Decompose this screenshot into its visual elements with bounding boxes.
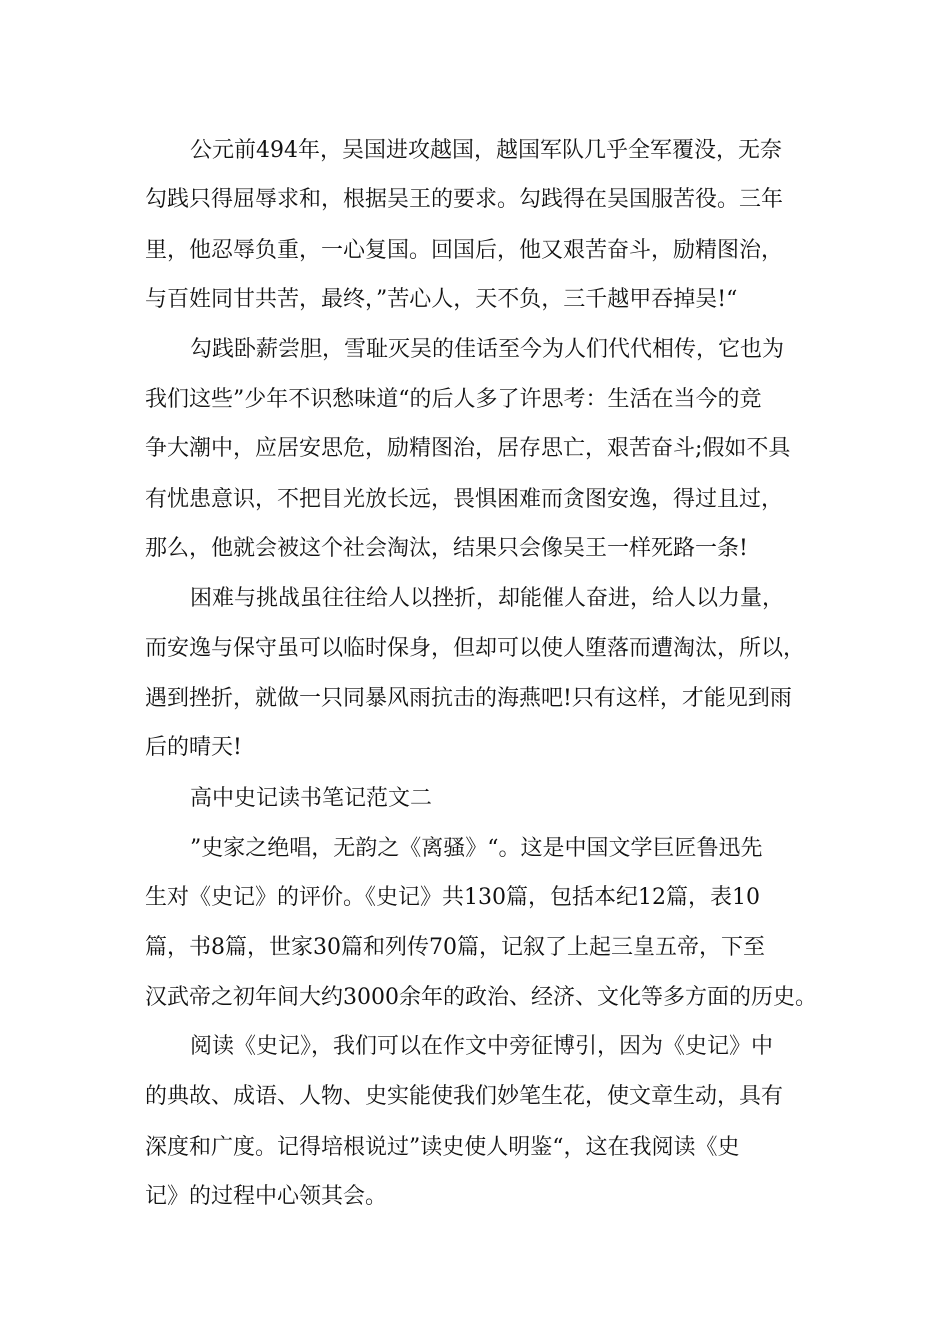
text-line: 阅读《史记》，我们可以在作文中旁征博引，因为《史记》中 [190, 1034, 774, 1059]
text-line: 有忧患意识，不把目光放长远，畏惧困难而贪图安逸，得过且过， [145, 487, 784, 512]
text-line: 那么，他就会被这个社会淘汰，结果只会像吴王一样死路一条! [145, 536, 748, 561]
text-line: 勾践只得屈辱求和，根据吴王的要求。勾践得在吴国服苦役。三年 [145, 187, 784, 212]
text-line: 与百姓同甘共苦，最终，”苦心人，天不负，三千越甲吞掉吴!“ [145, 287, 738, 312]
text-line: 生对《史记》的评价。《史记》共130篇，包括本纪12篇，表10 [145, 885, 760, 910]
text-line: 公元前494年，吴国进攻越国，越国军队几乎全军覆没，无奈 [190, 138, 782, 163]
text-line: 勾践卧薪尝胆，雪耻灭吴的佳话至今为人们代代相传，它也为 [190, 337, 785, 362]
text-line: 争大潮中，应居安思危，励精图治，居存思亡，艰苦奋斗;假如不具 [145, 436, 791, 461]
text-line: ”史家之绝唱，无韵之《离骚》“。这是中国文学巨匠鲁迅先 [190, 836, 763, 861]
text-line: 后的晴天! [145, 735, 242, 760]
text-line: 遇到挫折，就做一只同暴风雨抗击的海燕吧!只有这样，才能见到雨 [145, 686, 792, 711]
text-line: 汉武帝之初年间大约3000余年的政治、经济、文化等多方面的历史。 [145, 985, 817, 1010]
text-line: 记》的过程中心领其会。 [145, 1184, 388, 1209]
text-line: 里，他忍辱负重，一心复国。回国后，他又艰苦奋斗，励精图治， [145, 238, 784, 263]
text-line: 篇，书8篇，世家30篇和列传70篇，记叙了上起三皇五帝，下至 [145, 935, 765, 960]
text-line: 困难与挑战虽往往给人以挫折，却能催人奋进，给人以力量， [190, 586, 785, 611]
text-line: 的典故、成语、人物、史实能使我们妙笔生花，使文章生动，具有 [145, 1084, 784, 1109]
text-line: 我们这些”少年不识愁味道“的后人多了许思考：生活在当今的竞 [145, 387, 762, 412]
text-line: 深度和广度。记得培根说过”读史使人明鉴“，这在我阅读《史 [145, 1135, 740, 1160]
text-line: 而安逸与保守虽可以临时保身，但却可以使人堕落而遭淘汰，所以， [145, 636, 806, 661]
section-heading: 高中史记读书笔记范文二 [190, 786, 433, 811]
